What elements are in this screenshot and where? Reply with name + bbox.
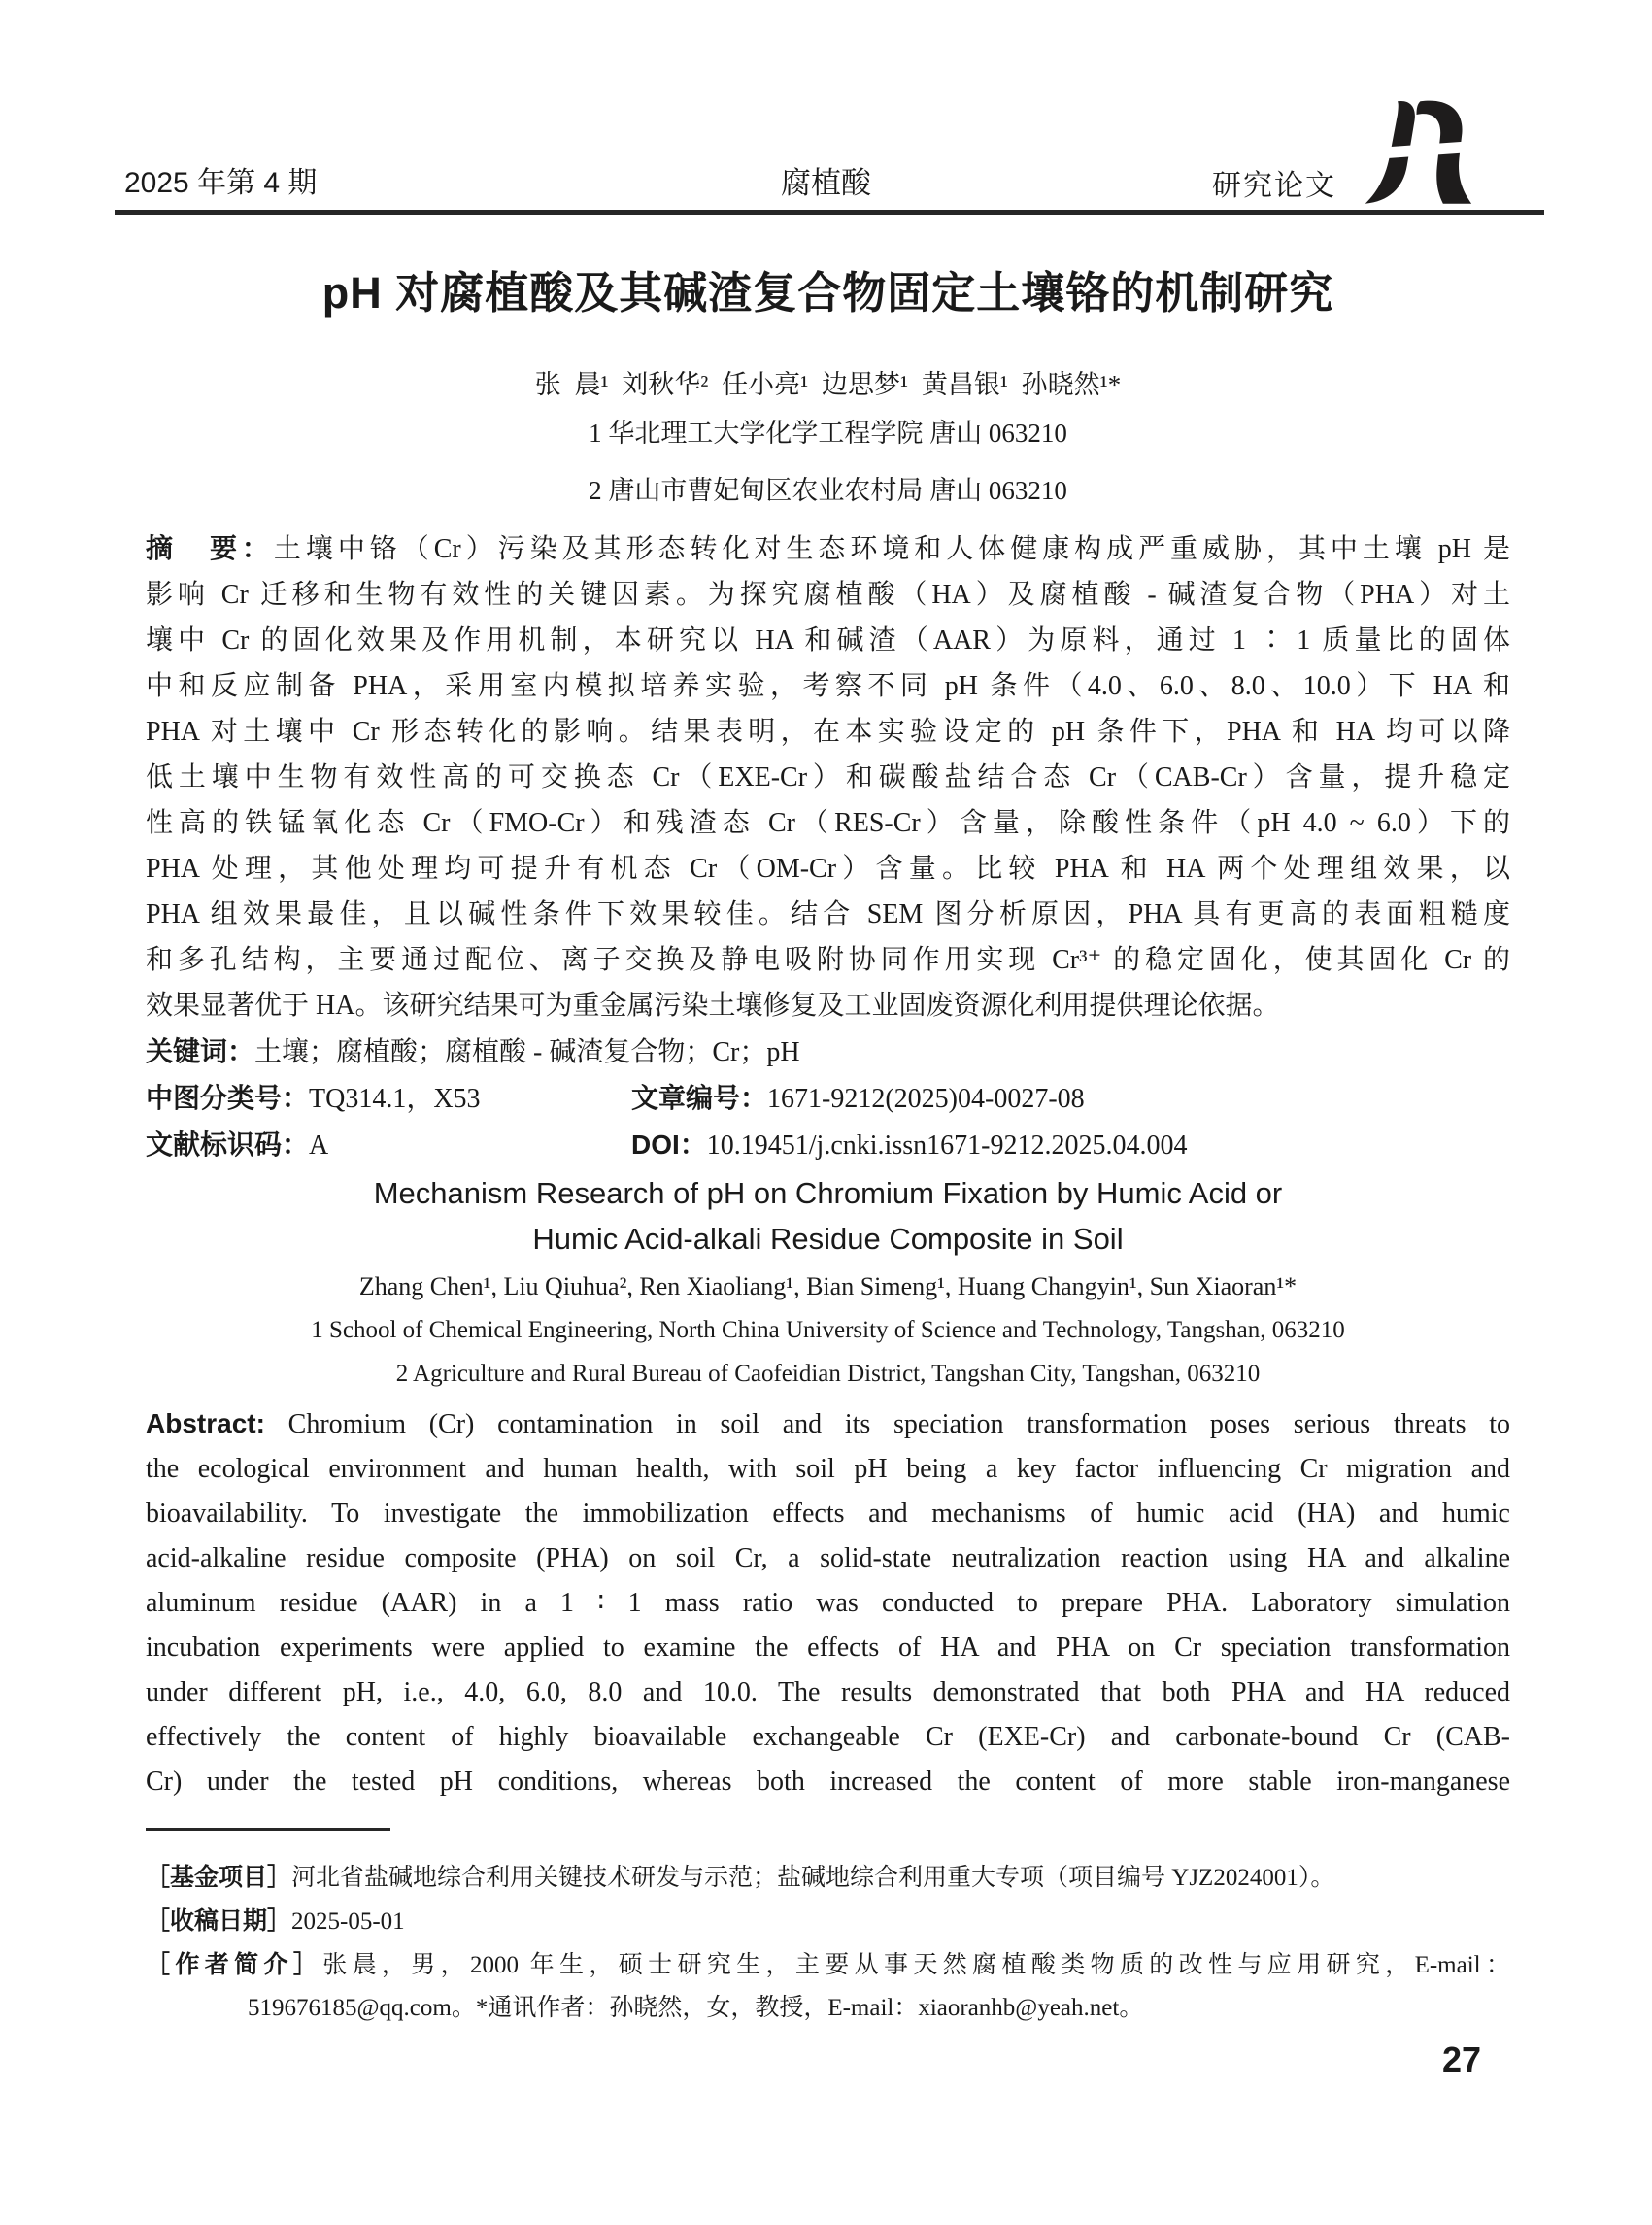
- text-line: under different pH, i.e., 4.0, 6.0, 8.0 and 10.0. The results demonstrated that both PHA and HA reduced: [146, 1677, 1510, 1707]
- doc-code-value: A: [309, 1130, 329, 1161]
- article-content: [146, 216, 1510, 2030]
- authors-en: Zhang Chen¹, Liu Qiuhua², Ren Xiaoliang¹, Bian Simeng¹, Huang Changyin¹, Sun Xiaoran¹*: [358, 1272, 1298, 1300]
- header-journal-name: 腐植酸: [781, 166, 871, 200]
- doi: [631, 1122, 1510, 1168]
- text-line: 中和反应制备 PHA，采用室内模拟培养实验，考察不同 pH 条件（4.0、6.0、8.0、10.0）下 HA 和: [146, 671, 1510, 701]
- footnote-author-bio-label: ［作者简介］: [146, 1951, 323, 1978]
- footnote-fund-text: 河北省盐碱地综合利用关键技术研发与示范；盐碱地综合利用重大专项（项目编号 YJZ2024001）。: [291, 1865, 1335, 1891]
- meta-row-2: [146, 1122, 1510, 1168]
- text-line: PHA 对土壤中 Cr 形态转化的影响。结果表明，在本实验设定的 pH 条件下，PHA 和 HA 均可以降: [146, 717, 1510, 747]
- text-line: Cr) under the tested pH conditions, whereas both increased the content of more stable iron-manganese: [146, 1767, 1510, 1797]
- article-id-label: 文章编号：: [631, 1083, 768, 1113]
- abstract-cn-first-text: 土壤中铬（Cr）污染及其形态转化对生态环境和人体健康构成严重威胁，其中土壤 pH 是: [273, 534, 1510, 564]
- footnotes: [146, 1856, 1510, 2030]
- footnote-fund-label: ［基金项目］: [146, 1864, 292, 1891]
- abstract-en: [146, 1401, 1510, 1804]
- keywords-cn-label: 关键词：: [146, 1036, 255, 1066]
- abstract-cn: [146, 525, 1510, 1028]
- journal-logo-icon: [1358, 95, 1476, 210]
- meta-row-1: [146, 1075, 1510, 1122]
- affiliation-cn-1: 1 华北理工大学化学工程学院 唐山 063210: [589, 419, 1067, 448]
- affiliation-en-2: 2 Agriculture and Rural Bureau of Caofeidian District, Tangshan City, Tangshan, 063210: [395, 1361, 1261, 1387]
- abstract-en-lines: [146, 1447, 1510, 1804]
- text-line: aluminum residue (AAR) in a 1 ∶ 1 mass ratio was conducted to prepare PHA. Laboratory simulation: [146, 1588, 1510, 1618]
- article-id-value: 1671-9212(2025)04-0027-08: [767, 1084, 1085, 1114]
- header-column-label: 研究论文: [1212, 170, 1336, 202]
- footnote-author-bio: [146, 1943, 1510, 2030]
- footnote-received-label: ［收稿日期］: [146, 1907, 292, 1935]
- footnote-received-date: [146, 1900, 1510, 1943]
- article-id: [631, 1075, 1510, 1122]
- clc-label: 中图分类号：: [146, 1083, 310, 1113]
- text-line: effectively the content of highly bioavailable exchangeable Cr (EXE-Cr) and carbonate-bound Cr (CAB-: [146, 1722, 1510, 1752]
- doi-label: DOI：: [631, 1129, 707, 1160]
- clc-number: [146, 1075, 631, 1122]
- text-line: Humic Acid-alkali Residue Composite in Soil: [532, 1222, 1124, 1256]
- text-line: PHA 处理，其他处理均可提升有机态 Cr（OM-Cr）含量。比较 PHA 和 HA 两个处理组效果，以: [146, 854, 1510, 884]
- doc-code: [146, 1122, 631, 1168]
- abstract-en-label: Abstract:: [146, 1408, 265, 1438]
- abstract-cn-lines: [146, 572, 1510, 1028]
- text-line: acid-alkaline residue composite (PHA) on soil Cr, a solid-state neutralization reaction using HA and alkaline: [146, 1543, 1510, 1573]
- abstract-cn-first-line: [146, 525, 1510, 572]
- article-title-cn: pH 对腐植酸及其碱渣复合物固定土壤铬的机制研究: [321, 268, 1334, 318]
- keywords-cn: [146, 1028, 1510, 1075]
- keywords-cn-text: 土壤；腐植酸；腐植酸 - 碱渣复合物；Cr；pH: [254, 1037, 800, 1067]
- text-line: 效果显著优于 HA。该研究结果可为重金属污染土壤修复及工业固废资源化利用提供理论依据。: [146, 991, 1280, 1021]
- text-line: 壤中 Cr 的固化效果及作用机制，本研究以 HA 和碱渣（AAR）为原料，通过 1 ∶ 1 质量比的固体: [146, 625, 1510, 656]
- article-title-en: [146, 1170, 1510, 1262]
- text-line: 低土壤中生物有效性高的可交换态 Cr（EXE-Cr）和碳酸盐结合态 Cr（CAB-Cr）含量，提升稳定: [146, 762, 1510, 792]
- header-rule: [115, 210, 1544, 215]
- abstract-en-first-text: Chromium (Cr) contamination in soil and its speciation transformation poses serious threats to: [264, 1409, 1510, 1439]
- abstract-cn-label: 摘 要：: [146, 533, 274, 563]
- abstract-en-first-line: [146, 1401, 1510, 1447]
- doc-code-label: 文献标识码：: [146, 1129, 310, 1160]
- footnote-rule: [146, 1828, 390, 1831]
- text-line: bioavailability. To investigate the immobilization effects and mechanisms of humic acid (HA) and humic: [146, 1499, 1510, 1529]
- doi-value: 10.19451/j.cnki.issn1671-9212.2025.04.004: [706, 1130, 1188, 1161]
- footnote-fund: [146, 1856, 1510, 1900]
- affiliation-en-1: 1 School of Chemical Engineering, North China University of Science and Technology, Tangshan, 063210: [311, 1317, 1345, 1343]
- header-issue: 2025 年第 4 期: [124, 167, 318, 199]
- footnote-author-bio-text: 张晨，男，2000 年生，硕士研究生，主要从事天然腐植酸类物质的改性与应用研究，E-mail：519676185@qq.com。*通讯作者：孙晓然，女，教授，E-mail：xiaoranhb@yeah.net。: [248, 1952, 1510, 2021]
- text-line: Mechanism Research of pH on Chromium Fixation by Humic Acid or: [373, 1176, 1283, 1210]
- footnote-received-text: 2025-05-01: [291, 1908, 405, 1935]
- text-line: 影响 Cr 迁移和生物有效性的关键因素。为探究腐植酸（HA）及腐植酸 - 碱渣复合物（PHA）对土: [146, 580, 1510, 610]
- text-line: incubation experiments were applied to examine the effects of HA and PHA on Cr speciation transformation: [146, 1633, 1510, 1663]
- clc-value: TQ314.1，X53: [309, 1084, 481, 1114]
- authors-cn: 张 晨¹ 刘秋华² 任小亮¹ 边思梦¹ 黄昌银¹ 孙晓然¹*: [534, 370, 1122, 399]
- text-line: 和多孔结构，主要通过配位、离子交换及静电吸附协同作用实现 Cr³⁺ 的稳定固化，使其固化 Cr 的: [146, 945, 1510, 975]
- text-line: 性高的铁锰氧化态 Cr（FMO-Cr）和残渣态 Cr（RES-Cr）含量，除酸性条件（pH 4.0 ~ 6.0）下的: [146, 808, 1510, 838]
- text-line: the ecological environment and human health, with soil pH being a key factor influencing Cr migration and: [146, 1454, 1510, 1484]
- text-line: PHA 组效果最佳，且以碱性条件下效果较佳。结合 SEM 图分析原因，PHA 具有更高的表面粗糙度: [146, 899, 1510, 929]
- page-number: 27: [1441, 2040, 1481, 2079]
- affiliation-cn-2: 2 唐山市曹妃甸区农业农村局 唐山 063210: [589, 476, 1067, 505]
